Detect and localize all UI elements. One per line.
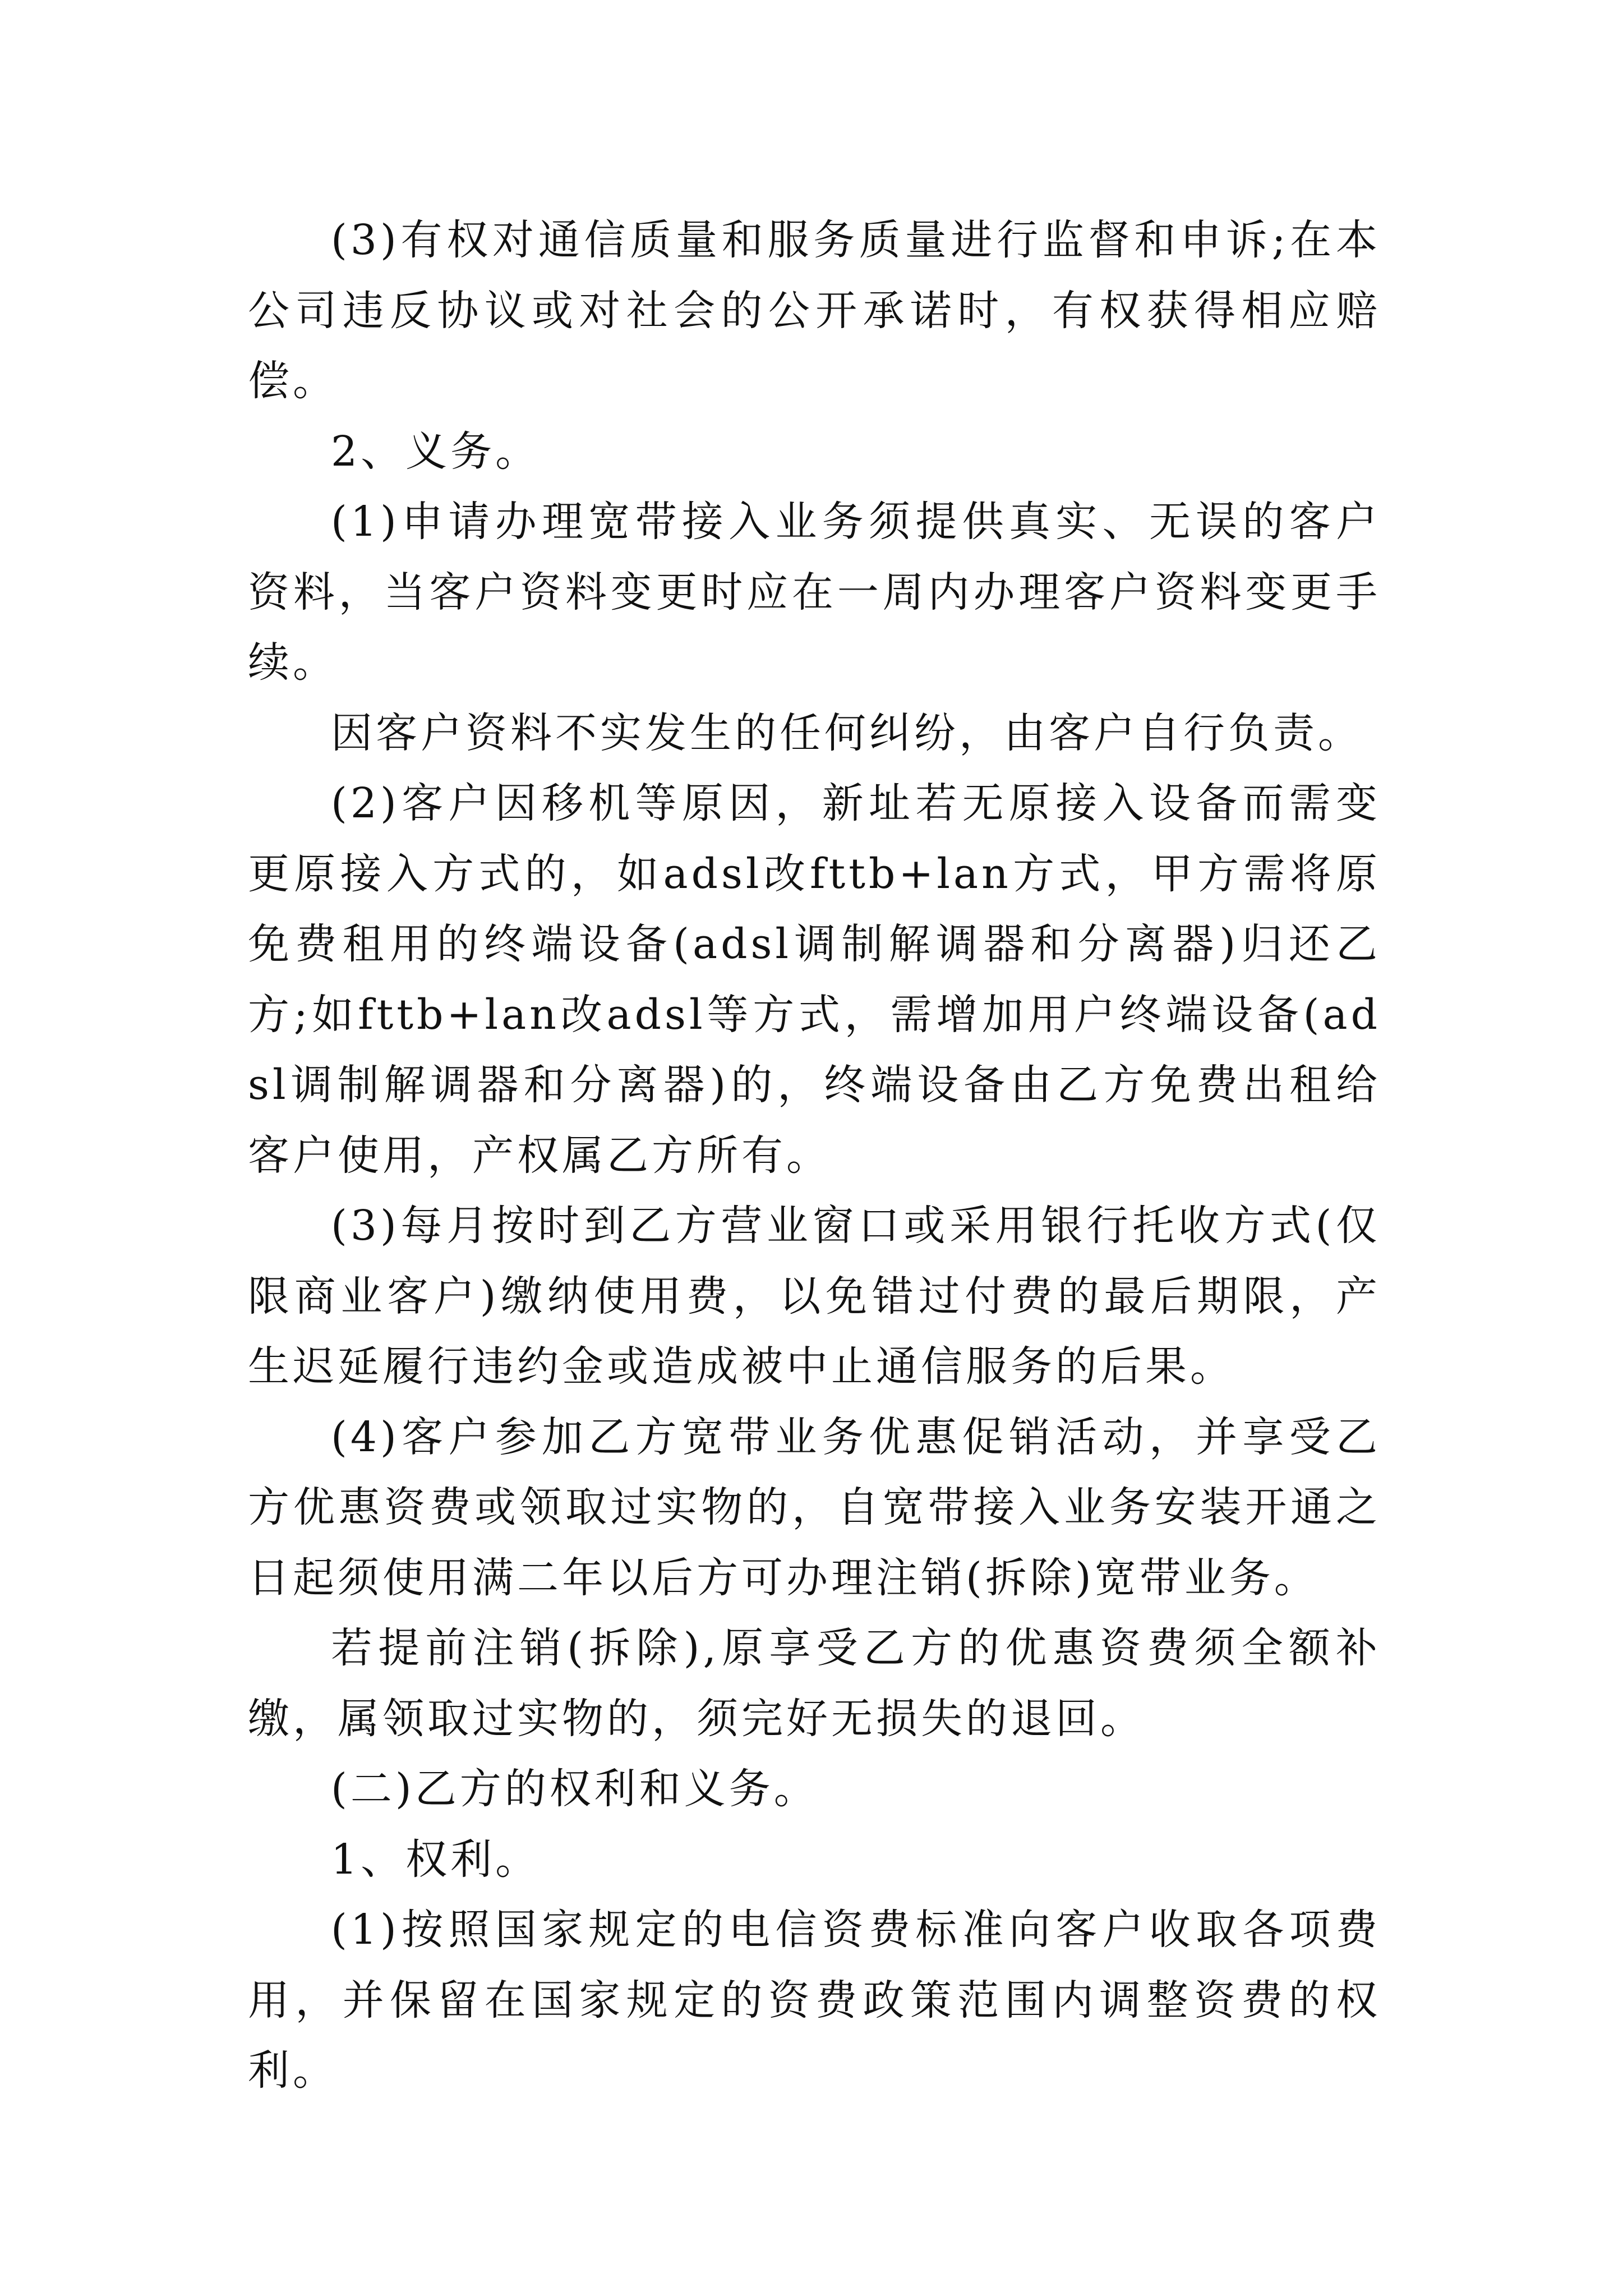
paragraph-party-b-right-1: (1)按照国家规定的电信资费标准向客户收取各项费用，并保留在国家规定的资费政策范围内调整资费的权利。 [248, 1906, 1381, 2095]
paragraph-obligation-1: (1)申请办理宽带接入业务须提供真实、无误的客户资料，当客户资料变更时应在一周内办理客户资料变更手续。 [248, 498, 1381, 687]
paragraph-obligation-3: (3)每月按时到乙方营业窗口或采用银行托收方式(仅限商业客户)缴纳使用费，以免错过付费的最后期限，产生迟延履行违约金或造成被中止通信服务的后果。 [248, 1202, 1381, 1391]
paragraph-obligation-2: (2)客户因移机等原因，新址若无原接入设备而需变更原接入方式的，如adsl改fttb+lan方式，甲方需将原免费租用的终端设备(adsl调制解调器和分离器)归还乙方;如fttb+lan改adsl等方式，需增加用户终端设备(adsl调制解调器和分离器)的，终端设备由乙方免费出租给客户使用，产权属乙方所有。 [248, 779, 1381, 1180]
paragraph-user-right-3: (3)有权对通信质量和服务质量进行监督和申诉;在本公司违反协议或对社会的公开承诺时，有权获得相应赔偿。 [248, 216, 1381, 405]
heading-rights: 1、权利。 [331, 1835, 541, 1884]
paragraph-obligation-4-note: 若提前注销(拆除),原享受乙方的优惠资费须全额补缴，属领取过实物的，须完好无损失的退回。 [248, 1624, 1381, 1743]
heading-obligations: 2、义务。 [331, 427, 541, 476]
document-body [248, 205, 1381, 2106]
paragraph-obligation-1-note: 因客户资料不实发生的任何纠纷，由客户自行负责。 [331, 708, 1363, 757]
paragraph-obligation-4: (4)客户参加乙方宽带业务优惠促销活动，并享受乙方优惠资费或领取过实物的，自宽带接入业务安装开通之日起须使用满二年以后方可办理注销(拆除)宽带业务。 [248, 1412, 1381, 1602]
heading-party-b-rights-obligations: (二)乙方的权利和义务。 [331, 1765, 819, 1813]
